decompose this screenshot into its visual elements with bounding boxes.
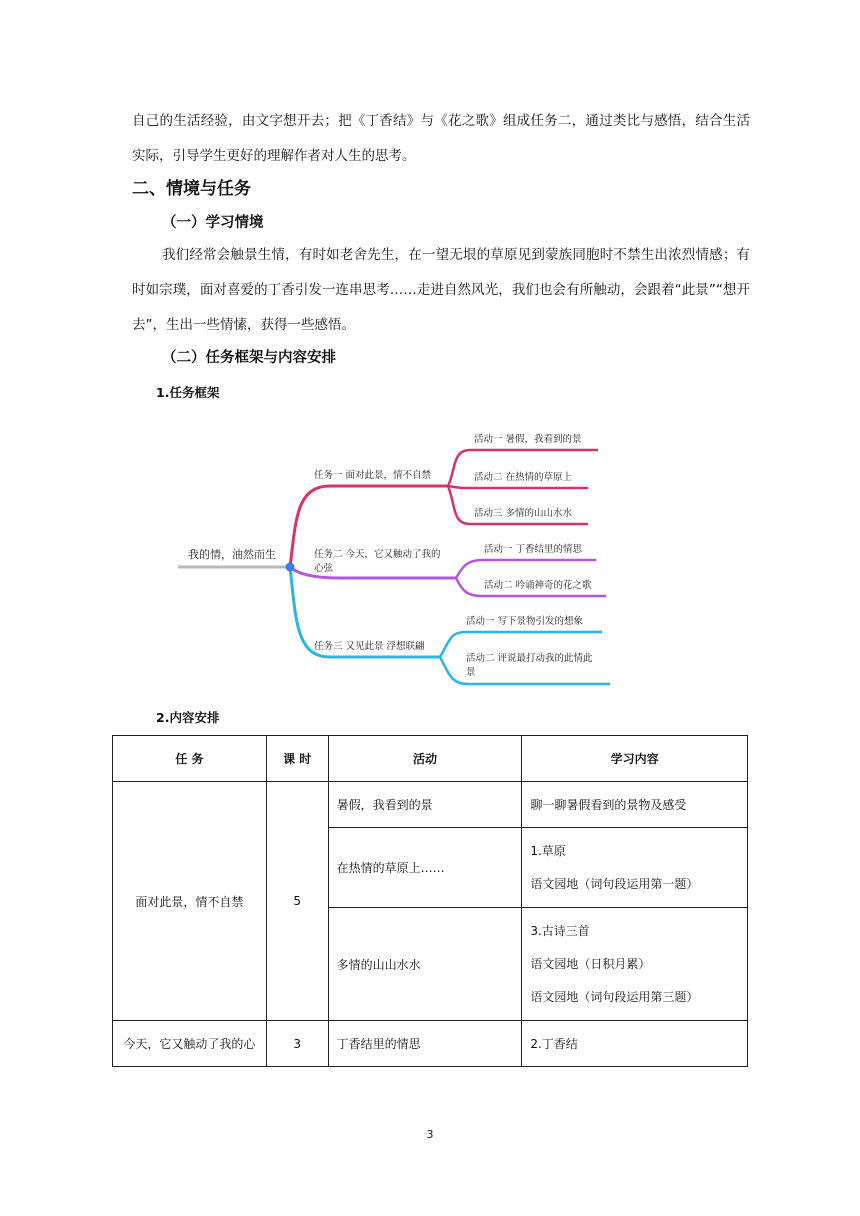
content-line: 3.古诗三首 [530,923,590,938]
task3-activity2-label-line1: 活动二 评说最打动我的此情此 [466,653,593,664]
task2-label-line2: 心弦 [314,563,334,574]
table-row [113,782,748,828]
task1-label: 任务一 面对此景，情不自禁 [314,470,432,481]
table-header-row [113,736,748,782]
row1-task: 面对此景，情不自禁 [113,782,267,1021]
situation-paragraph: 我们经常会触景生情，有时如老舍先生，在一望无垠的草原见到蒙族同胞时不禁生出浓烈情感；有时如宗璞，面对喜爱的丁香引发一连串思考……走进自然风光，我们也会有所触动，会跟着“此景”“想开去”，生出一些情愫，获得一些感悟。 [132,247,750,333]
row1-activity-1: 暑假，我看到的景 [328,782,522,828]
row2-hours: 3 [266,1021,328,1067]
task2-activity1-line [456,560,596,578]
framework-heading: 1.任务框架 [156,385,220,400]
row1-activity-3: 多情的山山水水 [328,908,522,1021]
content-line: 语文园地（词句段运用第一题） [530,876,699,891]
header-task: 任 务 [113,736,267,782]
task2-activity1-label: 活动一 丁香结里的情思 [484,544,583,555]
task3-activity2-label-line2: 景 [466,667,476,678]
task2-activity2-label: 活动二 吟诵神奇的花之歌 [484,580,592,591]
row1-content-2 [522,828,748,908]
task3-label: 任务三 又见此景 浮想联翩 [314,641,425,652]
table-row [113,1021,748,1067]
page-number: 3 [426,1128,434,1141]
subsection-heading-framework: （二）任务框架与内容安排 [162,350,336,366]
intro-paragraph: 自己的生活经验，由文字想开去；把《丁香结》与《花之歌》组成任务二，通过类比与感悟，结合生活实际，引导学生更好的理解作者对人生的思考。 [132,113,750,164]
task1-activity2-line [448,486,588,488]
task2-label-line1: 任务二 今天，它又触动了我的 [314,549,441,560]
header-content: 学习内容 [522,736,748,782]
header-activity: 活动 [328,736,522,782]
row1-activity-2: 在热情的草原上…… [328,828,522,908]
content-line: 语文园地（词句段运用第三题） [530,989,699,1004]
row2-task: 今天，它又触动了我的心 [113,1021,267,1067]
row1-content-1: 聊一聊暑假看到的景物及感受 [522,782,748,828]
content-schedule-table [112,735,748,1067]
row1-content-3 [522,908,748,1021]
header-hours: 课 时 [266,736,328,782]
subsection-heading-situation: （一）学习情境 [162,215,264,231]
row2-activity: 丁香结里的情思 [328,1021,522,1067]
task1-activity3-label: 活动三 多情的山山水水 [474,508,573,519]
task3-activity1-label: 活动一 写下景物引发的想象 [466,616,584,627]
root-node-dot [286,563,295,572]
content-line: 语文园地（日积月累） [530,956,651,971]
content-line: 1.草原 [530,843,566,858]
task1-activity2-label: 活动二 在热情的草原上 [474,472,573,483]
section-heading: 二、情境与任务 [132,179,251,199]
row2-content: 2.丁香结 [522,1021,748,1067]
content-heading: 2.内容安排 [156,710,220,725]
root-label: 我的情，油然而生 [188,548,276,561]
row1-hours: 5 [266,782,328,1021]
task1-activity1-label: 活动一 暑假，我看到的景 [474,434,582,445]
